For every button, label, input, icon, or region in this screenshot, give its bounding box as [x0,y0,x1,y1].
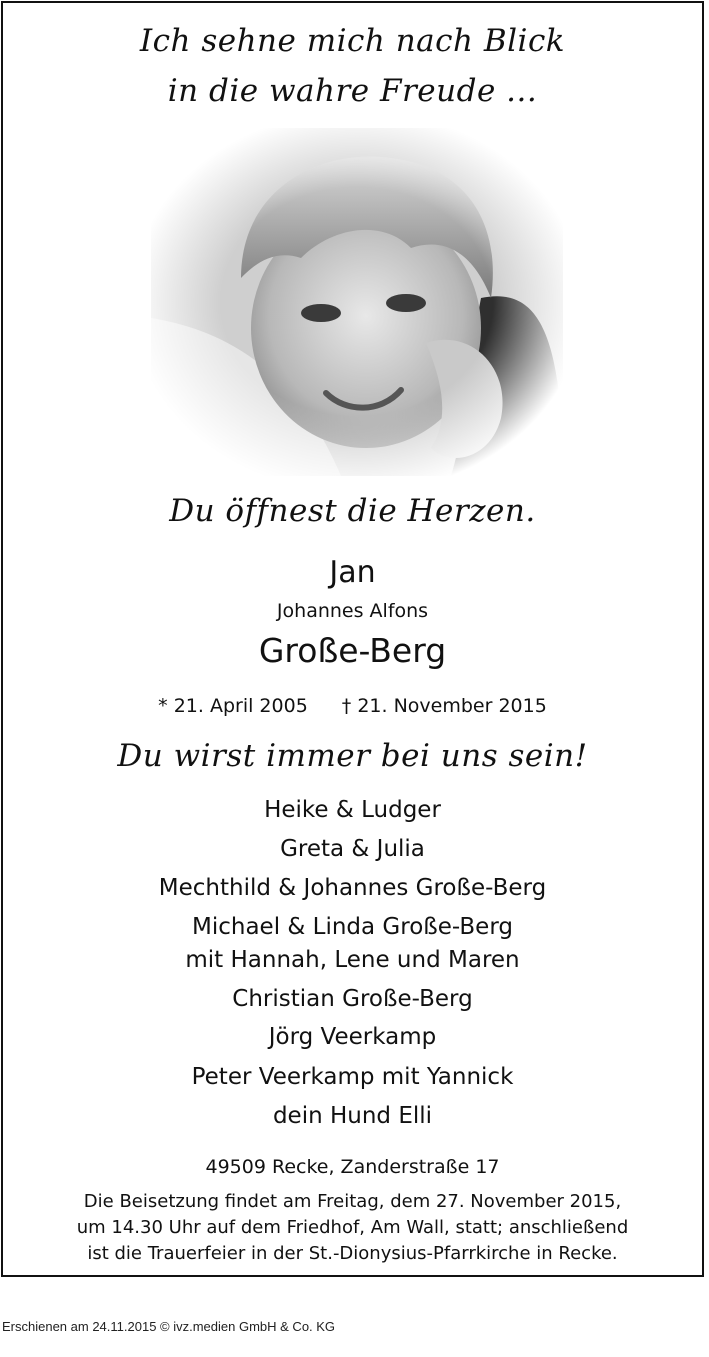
birth-date: * 21. April 2005 [158,695,308,717]
middle-names: Johannes Alfons [276,600,429,622]
portrait-photo [151,128,563,476]
mourner-line: Christian Große-Berg [232,986,473,1012]
mourner-line: dein Hund Elli [272,1103,433,1129]
mourner-line: mit Hannah, Lene und Maren [185,947,520,973]
farewell: Du wirst immer bei uns sein! [117,738,588,774]
publication-footer: Erschienen am 24.11.2015 © ivz.medien GmbH & Co. KG [2,1319,336,1334]
mourner-line: Mechthild & Johannes Große-Berg [158,875,547,901]
funeral-line: um 14.30 Uhr auf dem Friedhof, Am Wall, statt; anschließend [76,1217,629,1238]
mourner-line: Jörg Veerkamp [268,1024,437,1050]
quote-line-2: in die wahre Freude ... [167,73,538,109]
first-name: Jan [329,555,376,590]
quote-line-1: Ich sehne mich nach Blick [139,23,566,59]
mourner-line: Peter Veerkamp mit Yannick [191,1064,514,1090]
death-date: † 21. November 2015 [341,695,547,717]
funeral-line: ist die Trauerfeier in der St.-Dionysius-Pfarrkirche in Recke. [87,1243,618,1264]
funeral-line: Die Beisetzung findet am Freitag, dem 27. November 2015, [83,1191,622,1212]
mourner-line: Heike & Ludger [264,797,441,823]
last-name: Große-Berg [258,631,447,670]
portrait-photo-icon [151,128,563,476]
obituary-notice [1,1,704,1277]
address: 49509 Recke, Zanderstraße 17 [205,1156,500,1178]
mourner-line: Greta & Julia [280,836,425,862]
mourner-line: Michael & Linda Große-Berg [192,914,513,940]
life-dates [3,695,702,717]
motto: Du öffnest die Herzen. [169,493,536,529]
